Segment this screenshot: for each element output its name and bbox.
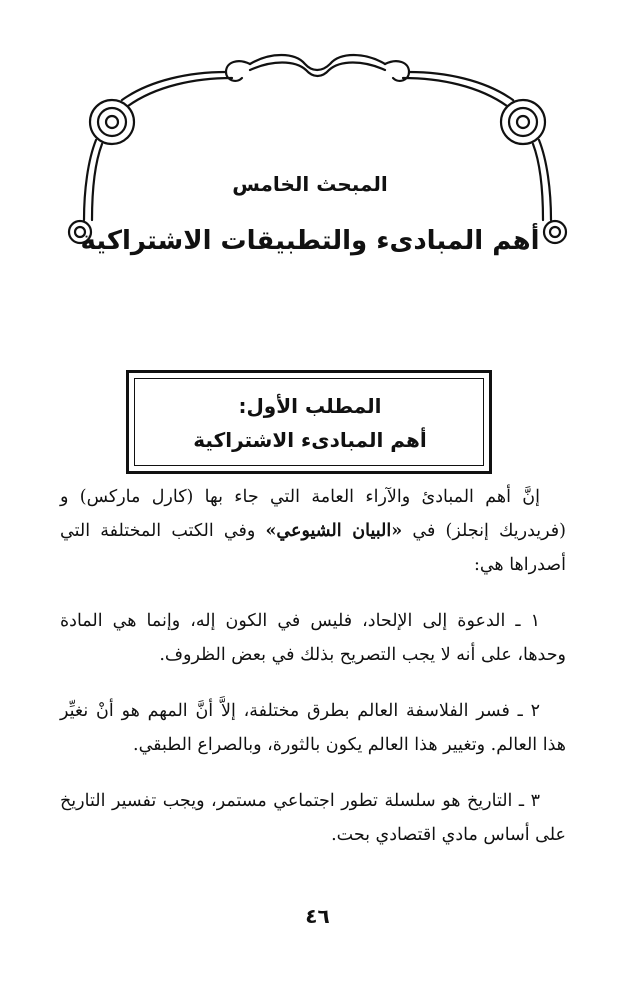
section-title: أهم المبادىء الاشتراكية [193,428,427,452]
intro-paragraph [60,480,566,582]
list-item: ١ ـ الدعوة إلى الإلحاد، فليس في الكون إله، وإنما هي المادة وحدها، على أنه لا يجب التصريح بذلك في بعض الظروف. [60,611,566,665]
list-item: ٣ ـ التاريخ هو سلسلة تطور اجتماعي مستمر، ويجب تفسير التاريخ على أساس مادي اقتصادي بحت. [60,791,566,845]
section-label: المطلب الأول: [238,394,382,418]
intro-text-part2: وفي الكتب المختلفة التي أصدراها هي: [60,521,566,575]
chapter-title: أهم المبادىء والتطبيقات الاشتراكية [80,226,540,256]
body-text [60,480,566,874]
intro-text-part1: إنَّ أهم المبادئ والآراء العامة التي جاء بها (كارل ماركس) و (فريدريك إنجلز) في [60,487,567,541]
chapter-label: المبحث الخامس [232,172,388,196]
section-title-box [126,370,492,474]
intro-bold-title: «البيان الشيوعي» [265,521,403,541]
list-item: ٢ ـ فسر الفلاسفة العالم بطرق مختلفة، إلاَّ أنَّ المهم هو أنْ نغيِّر هذا العالم. وتغيير هذا العالم يكون بالثورة، وبالصراع الطبقي. [60,701,566,755]
page-number: ٤٦ [305,904,330,928]
section-title-box-inner-border [134,378,484,466]
